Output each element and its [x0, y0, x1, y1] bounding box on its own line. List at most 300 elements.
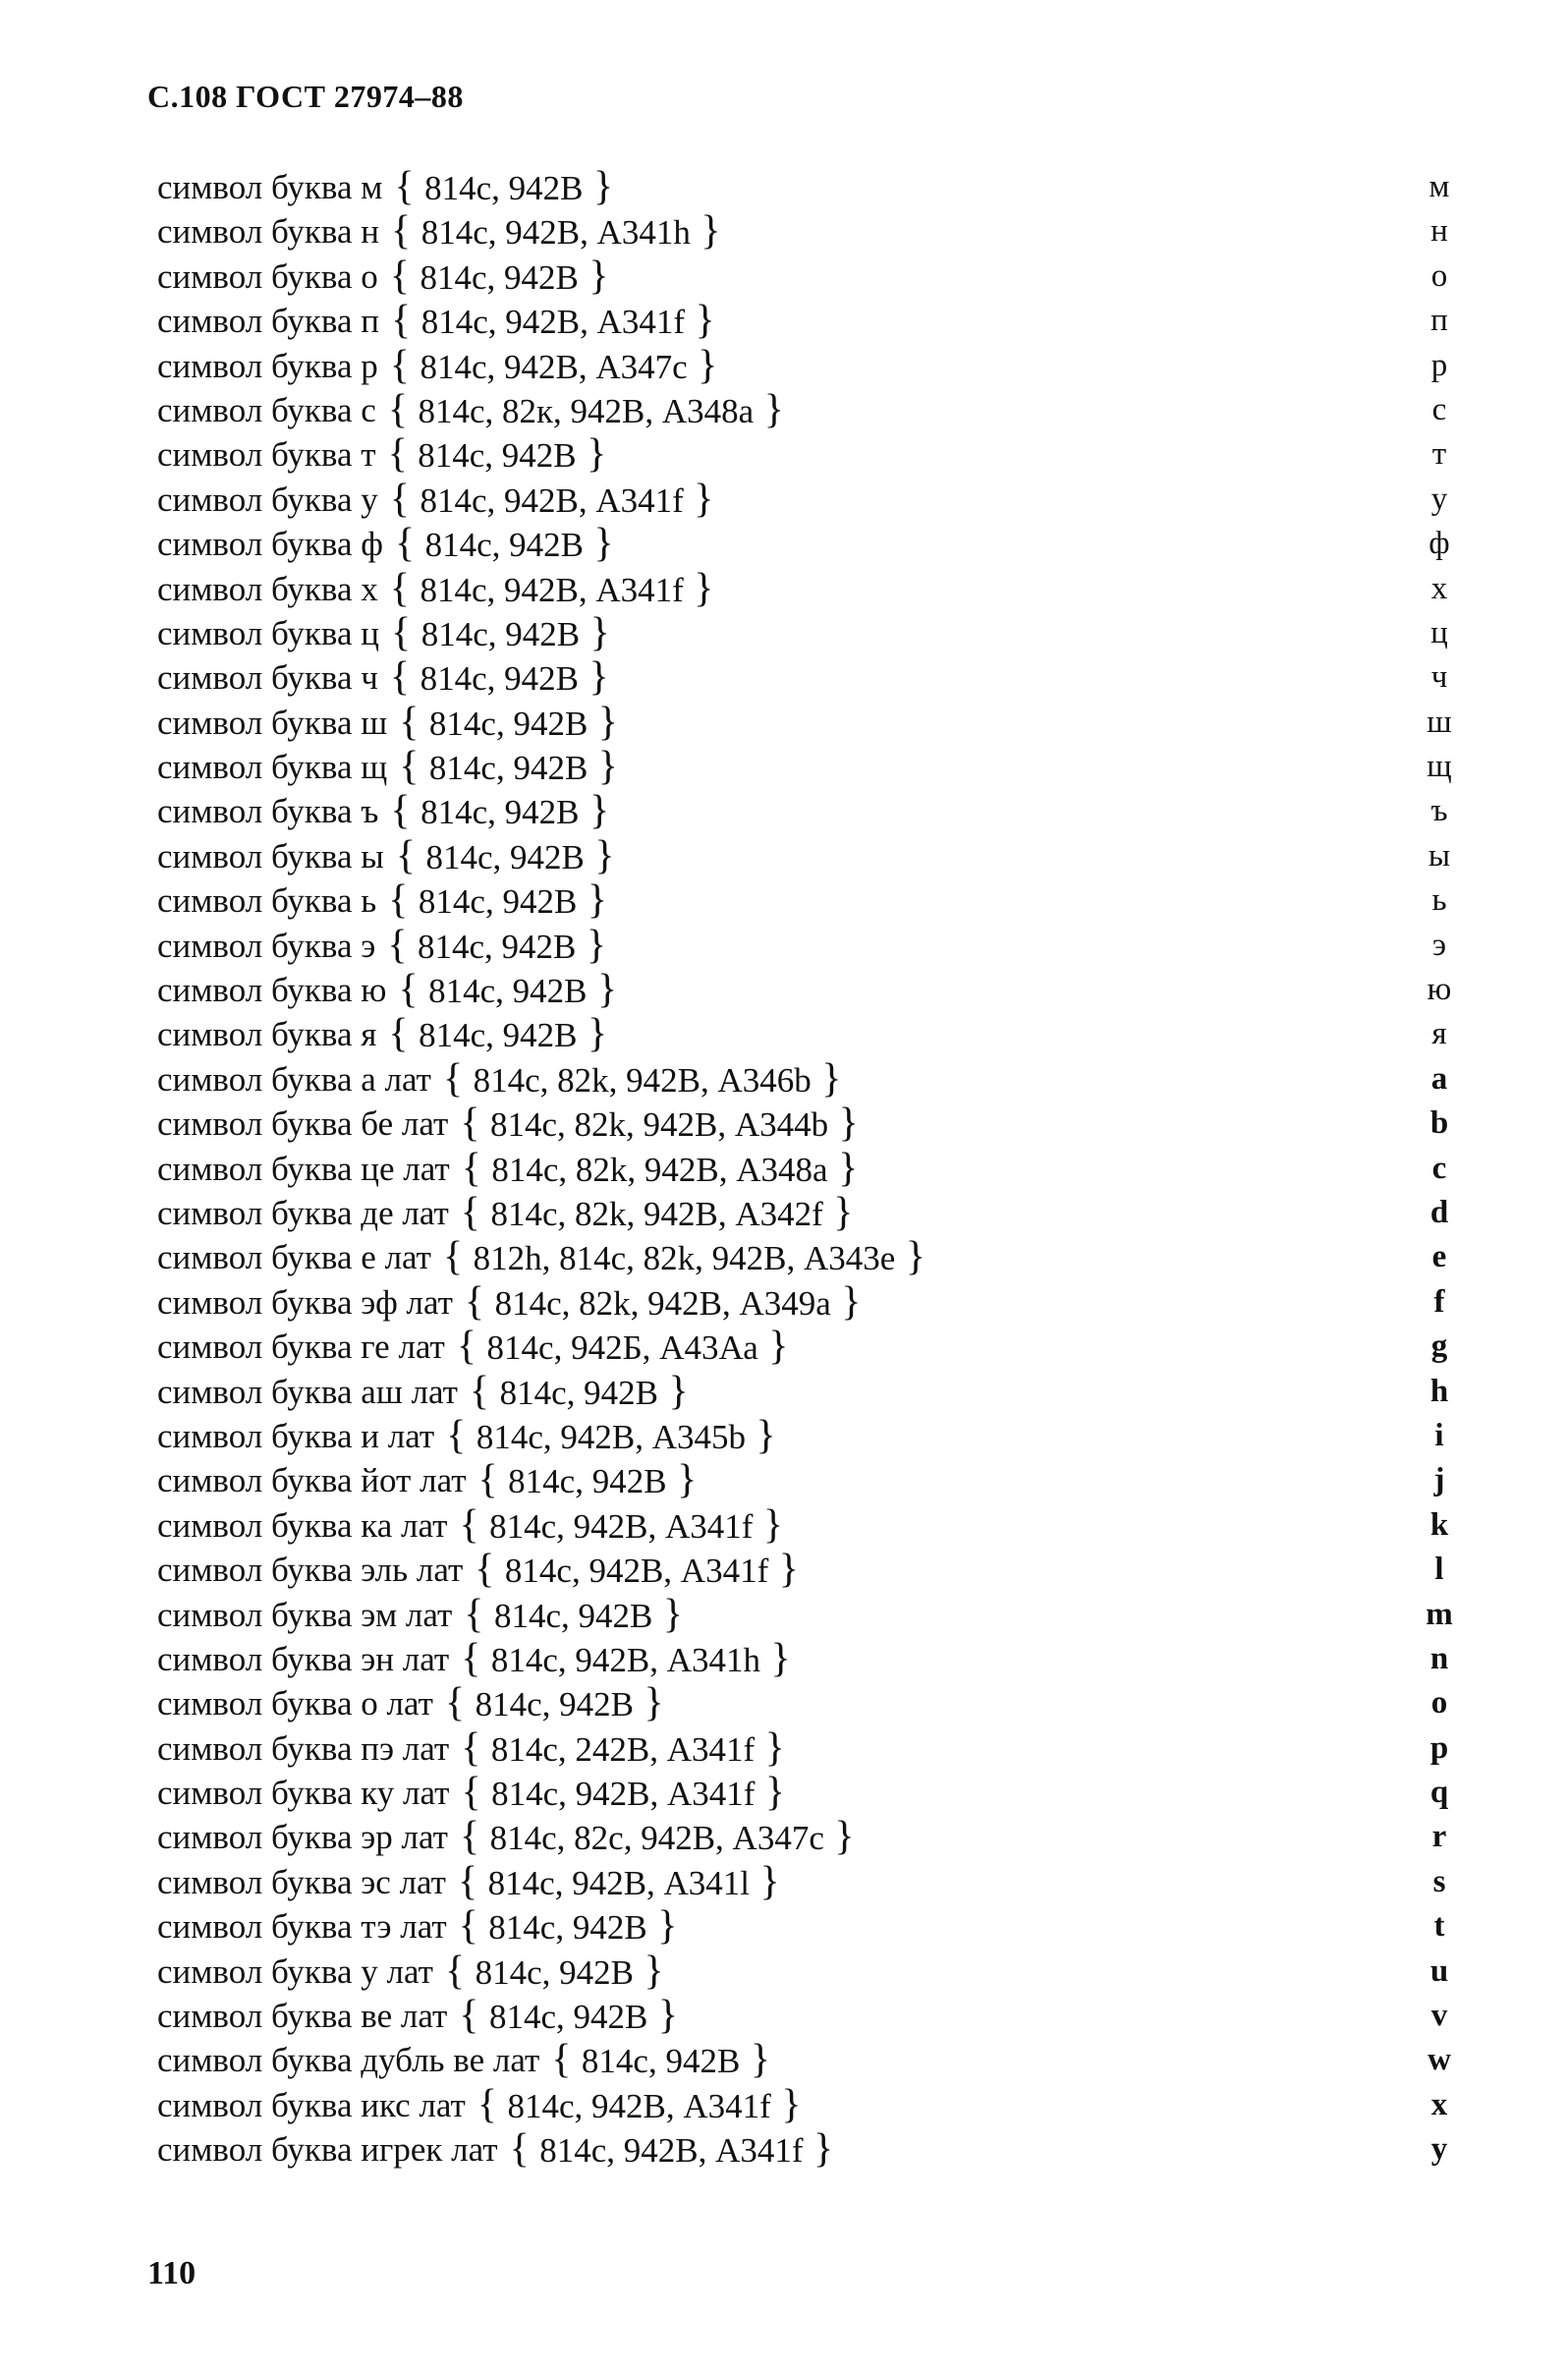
right-brace: }	[823, 1814, 855, 1860]
entry-glyph: f	[1433, 1283, 1445, 1320]
entry-glyph: s	[1432, 1863, 1446, 1899]
left-brace: {	[388, 877, 419, 924]
code-values: 814с, 942В	[581, 2042, 741, 2081]
page-header: С.108 ГОСТ 27974–88	[147, 79, 464, 114]
entry-codes	[475, 1548, 799, 1593]
code-values: 814с, 942В, А341h	[420, 213, 691, 253]
entry-codes	[459, 1503, 783, 1549]
left-brace: {	[464, 1591, 494, 1637]
entry-codes	[390, 344, 718, 389]
entry-glyph: x	[1430, 2086, 1448, 2122]
left-brace: {	[394, 164, 425, 209]
left-brace: {	[461, 1724, 491, 1771]
right-brace: }	[760, 1635, 791, 1681]
entry-codes	[395, 522, 614, 567]
left-brace: {	[461, 1770, 492, 1816]
entry-codes	[390, 567, 714, 612]
right-brace: }	[754, 386, 784, 432]
right-brace: }	[768, 1547, 799, 1593]
entry-codes	[510, 2127, 834, 2173]
right-brace: }	[750, 1858, 780, 1904]
entry-codes	[477, 2083, 802, 2128]
entry-glyph: ь	[1431, 882, 1447, 919]
code-values: 814с, 942В	[475, 1952, 634, 1992]
entry-row	[157, 788, 1448, 834]
entry-glyph: c	[1431, 1150, 1447, 1186]
code-values: 814с, 242В, А341f	[490, 1729, 756, 1769]
entry-name: символ буква э	[157, 926, 376, 965]
right-brace: }	[755, 1724, 785, 1771]
code-values: 814с, 942В	[419, 1016, 578, 1055]
code-values: 814с, 942В	[428, 749, 588, 788]
left-brace: {	[390, 788, 421, 834]
right-brace: }	[647, 1993, 679, 2039]
left-brace: {	[475, 1547, 505, 1593]
entry-codes	[394, 165, 613, 210]
entry-codes	[391, 299, 715, 344]
entry-name: символ буква ц	[157, 613, 380, 652]
entry-row	[157, 1412, 1444, 1458]
entry-name: символ буква п	[157, 302, 380, 341]
entry-row	[157, 1948, 1449, 1994]
entry-row	[157, 877, 1447, 924]
entry-glyph: я	[1431, 1016, 1447, 1052]
entry-codes	[390, 254, 609, 300]
entry-row	[157, 342, 1448, 388]
right-brace: }	[745, 1412, 776, 1458]
left-brace: {	[389, 654, 420, 701]
entry-glyph: q	[1429, 1775, 1449, 1811]
entry-name: символ буква тэ лат	[157, 1907, 447, 1947]
left-brace: {	[391, 208, 421, 254]
left-brace: {	[389, 565, 420, 611]
entry-name: символ буква бе лат	[157, 1104, 449, 1144]
entry-codes	[461, 1191, 854, 1236]
code-values: 814с, 82k, 942В, А342f	[490, 1194, 823, 1233]
entry-glyph: l	[1434, 1552, 1444, 1588]
entry-row	[157, 298, 1448, 344]
entry-codes	[478, 1458, 698, 1503]
entry-glyph: w	[1428, 2042, 1451, 2078]
entry-name: символ буква эн лат	[157, 1639, 450, 1678]
entry-glyph: ы	[1428, 837, 1451, 874]
entry-name: символ буква р	[157, 346, 378, 385]
entry-name: символ буква икс лат	[157, 2085, 466, 2124]
entry-glyph: n	[1429, 1640, 1449, 1676]
right-brace: }	[634, 1680, 664, 1726]
entry-codes	[551, 2038, 770, 2083]
code-values: 814с, 942В	[417, 927, 577, 966]
entry-glyph: р	[1430, 347, 1448, 383]
entry-glyph: ф	[1428, 526, 1450, 562]
right-brace: }	[577, 877, 607, 924]
entry-row	[157, 1145, 1447, 1191]
right-brace: }	[803, 2126, 834, 2173]
code-values: 814с, 942В	[493, 1596, 653, 1635]
entry-row	[157, 1324, 1448, 1370]
entry-name: символ буква м	[157, 168, 383, 206]
code-values: 814с, 942В, А341f	[504, 1552, 769, 1591]
entry-glyph: н	[1430, 213, 1448, 250]
left-brace: {	[444, 1948, 476, 1994]
entry-codes	[470, 1370, 689, 1415]
entry-glyph: j	[1433, 1462, 1445, 1498]
entry-glyph: a	[1430, 1060, 1448, 1097]
right-brace: }	[822, 1189, 854, 1235]
left-brace: {	[456, 1324, 487, 1370]
right-brace: }	[576, 431, 607, 478]
entry-name: символ буква эс лат	[157, 1862, 446, 1901]
code-values: 814с, 942В	[508, 1462, 667, 1501]
left-brace: {	[389, 253, 420, 299]
entry-name: символ буква о	[157, 256, 378, 296]
entry-row	[157, 1814, 1447, 1860]
code-values: 814с, 942В, А341l	[487, 1863, 751, 1902]
entry-codes	[464, 1593, 683, 1638]
code-values: 814с, 942В, А341f	[491, 1775, 756, 1814]
entry-glyph: п	[1430, 303, 1448, 339]
entry-row	[157, 1278, 1445, 1325]
entry-glyph: ш	[1427, 704, 1452, 740]
entry-row	[157, 1501, 1449, 1548]
code-values: 814с, 942В	[488, 1998, 648, 2037]
entry-name: символ буква ка лат	[157, 1505, 448, 1545]
entry-name: символ буква ь	[157, 881, 377, 921]
entry-name: символ буква пэ лат	[157, 1728, 450, 1768]
entry-row	[157, 164, 1450, 209]
entry-glyph: e	[1431, 1239, 1447, 1275]
entry-row	[157, 1903, 1445, 1949]
code-values: 814с, 82k, 942В, А348а	[491, 1150, 828, 1189]
left-brace: {	[399, 744, 429, 790]
left-brace: {	[389, 476, 420, 522]
entry-glyph: r	[1431, 1819, 1447, 1855]
entry-name: символ буква де лат	[157, 1193, 449, 1232]
entry-glyph: щ	[1427, 749, 1452, 785]
entry-row	[157, 476, 1448, 522]
left-brace: {	[387, 922, 418, 968]
entry-glyph: k	[1429, 1506, 1449, 1543]
right-brace: }	[757, 1324, 789, 1370]
entry-codes	[387, 924, 606, 969]
left-brace: {	[395, 832, 426, 878]
entry-codes	[459, 1904, 678, 1949]
entry-name: символ буква ч	[157, 658, 378, 698]
entry-row	[157, 1591, 1453, 1637]
entry-name: символ буква у лат	[157, 1951, 433, 1991]
right-brace: }	[683, 476, 714, 522]
right-brace: }	[588, 744, 618, 790]
entry-codes	[390, 478, 714, 523]
code-values: 814с, 942В, А341h	[490, 1640, 761, 1679]
entry-row	[157, 1011, 1447, 1057]
left-brace: {	[459, 1501, 490, 1548]
entry-name: символ буква ъ	[157, 792, 379, 831]
left-brace: {	[442, 1234, 474, 1280]
right-brace: }	[683, 565, 714, 611]
left-brace: {	[387, 386, 419, 432]
entry-glyph: y	[1430, 2131, 1448, 2168]
entry-glyph: i	[1434, 1417, 1444, 1453]
entry-row	[157, 1101, 1449, 1147]
entry-glyph: ю	[1427, 972, 1452, 1008]
entry-glyph: у	[1430, 480, 1448, 517]
entry-codes	[443, 1235, 925, 1280]
entry-row	[157, 744, 1452, 790]
entry-glyph: g	[1430, 1328, 1448, 1365]
code-values: 814с, 942В, А347с	[420, 347, 688, 386]
entry-codes	[461, 1637, 791, 1682]
entry-codes	[446, 1414, 776, 1459]
entry-codes	[390, 655, 609, 701]
entry-name: символ буква с	[157, 390, 376, 429]
entry-row	[157, 1993, 1448, 2039]
left-brace: {	[551, 2037, 582, 2083]
left-brace: {	[469, 1368, 500, 1414]
right-brace: }	[755, 1770, 786, 1816]
entry-codes	[391, 611, 610, 656]
entry-row	[157, 521, 1450, 567]
entry-codes	[388, 388, 784, 433]
left-brace: {	[388, 1011, 420, 1057]
entry-codes	[388, 1012, 607, 1057]
entry-glyph: ъ	[1430, 793, 1448, 829]
entry-name: символ буква у	[157, 480, 378, 519]
code-values: 814с, 942В, А341f	[420, 303, 685, 342]
code-values: 814с, 82k, 942В, А346b	[473, 1060, 812, 1100]
entry-codes	[460, 1102, 859, 1147]
entry-glyph: d	[1429, 1194, 1449, 1230]
entry-glyph: ч	[1430, 659, 1448, 696]
entry-glyph: t	[1433, 1908, 1445, 1945]
right-brace: }	[634, 1948, 664, 1994]
code-values: 814с, 942В	[420, 793, 580, 832]
entry-name: символ буква х	[157, 569, 378, 608]
entry-row	[157, 1189, 1449, 1235]
entry-codes	[458, 1860, 780, 1905]
entry-codes	[445, 1949, 664, 1995]
entry-name: символ буква щ	[157, 748, 388, 787]
code-values: 814с, 942В	[488, 1908, 647, 1948]
entry-row	[157, 1858, 1446, 1904]
entry-row	[157, 1234, 1447, 1280]
left-brace: {	[394, 521, 425, 567]
right-brace: }	[830, 1278, 862, 1325]
left-brace: {	[476, 2081, 508, 2127]
left-brace: {	[461, 1635, 491, 1681]
entry-name: символ буква ку лат	[157, 1774, 450, 1813]
entry-name: символ буква а лат	[157, 1059, 431, 1099]
code-values: 814с, 942В	[420, 257, 579, 297]
entry-codes	[465, 1280, 862, 1326]
entry-row	[157, 1055, 1448, 1102]
entry-glyph: p	[1429, 1729, 1449, 1766]
left-brace: {	[442, 1055, 474, 1102]
entry-row	[157, 2037, 1451, 2083]
page-number: 110	[147, 2255, 196, 2291]
entry-codes	[399, 745, 618, 790]
entry-name: символ буква игрек лат	[157, 2130, 498, 2170]
code-values: 814с, 942В	[428, 972, 588, 1011]
code-values: 814с, 942В	[424, 526, 585, 565]
entry-glyph: v	[1430, 1998, 1448, 2034]
right-brace: }	[770, 2081, 802, 2127]
right-brace: }	[584, 521, 614, 567]
code-values: 814с, 942В	[420, 614, 581, 653]
code-values: 814с, 942В	[424, 169, 584, 207]
left-brace: {	[459, 1993, 489, 2039]
entry-codes	[445, 1681, 664, 1726]
code-values: 814с, 942В, А341f	[420, 570, 684, 609]
left-brace: {	[477, 1457, 509, 1503]
entry-glyph: о	[1430, 257, 1448, 294]
right-brace: }	[578, 253, 609, 299]
code-values: 814с, 82k, 942В, А349а	[494, 1283, 831, 1323]
entry-row	[157, 565, 1448, 611]
entry-name: символ буква ве лат	[157, 1997, 448, 2036]
code-values: 814с, 82k, 942В, А344b	[489, 1105, 829, 1145]
right-brace: }	[583, 164, 614, 209]
entry-row	[157, 2126, 1448, 2173]
entry-row	[157, 1770, 1449, 1816]
left-brace: {	[460, 1189, 491, 1235]
left-brace: {	[399, 699, 429, 745]
entry-codes	[398, 968, 617, 1013]
entry-glyph: b	[1429, 1105, 1449, 1142]
code-values: 814с, 942В	[418, 436, 577, 476]
entry-name: символ буква н	[157, 212, 380, 252]
code-values: 812h, 814с, 82k, 942В, А343е	[473, 1239, 896, 1278]
code-values: 814с, 942В, А341f	[489, 1506, 754, 1546]
left-brace: {	[446, 1412, 476, 1458]
entry-glyph: m	[1426, 1596, 1453, 1632]
entry-row	[157, 2081, 1448, 2127]
entry-name: символ буква о лат	[157, 1684, 433, 1723]
entry-row	[157, 1724, 1449, 1771]
left-brace: {	[389, 342, 420, 388]
entry-glyph: u	[1429, 1952, 1449, 1989]
entry-row	[157, 1368, 1449, 1414]
right-brace: }	[740, 2037, 770, 2083]
right-brace: }	[646, 1903, 678, 1949]
left-brace: {	[458, 1903, 489, 1949]
entry-glyph: э	[1431, 927, 1447, 963]
right-brace: }	[577, 1011, 608, 1057]
right-brace: }	[828, 1101, 859, 1147]
right-brace: }	[576, 922, 607, 968]
left-brace: {	[461, 1145, 492, 1191]
entry-name: символ буква эль лат	[157, 1551, 464, 1590]
right-brace: }	[584, 832, 615, 878]
entry-row	[157, 253, 1448, 299]
code-values: 814с, 942В, А341f	[539, 2131, 804, 2171]
code-values: 814с, 942В	[420, 659, 579, 699]
entry-codes	[390, 789, 609, 834]
left-brace: {	[457, 1858, 488, 1904]
entry-glyph: т	[1431, 436, 1447, 473]
entry-codes	[460, 1815, 855, 1860]
entry-name: символ буква ш	[157, 703, 388, 742]
code-values: 814с, 942В, А341f	[507, 2086, 771, 2125]
entry-name: символ буква йот лат	[157, 1461, 467, 1500]
right-brace: }	[685, 298, 715, 344]
entry-row	[157, 1457, 1445, 1503]
right-brace: }	[652, 1591, 684, 1637]
left-brace: {	[464, 1278, 495, 1325]
entry-row	[157, 431, 1447, 478]
entry-name: символ буква ф	[157, 525, 383, 564]
entry-name: символ буква це лат	[157, 1149, 450, 1188]
entry-list	[157, 164, 1453, 2173]
entry-row	[157, 1635, 1449, 1681]
entry-row	[157, 1680, 1448, 1726]
code-values: 814с, 942Б, А43Аа	[486, 1328, 758, 1368]
code-values: 814с, 942В	[418, 882, 578, 922]
entry-codes	[461, 1726, 785, 1772]
code-values: 814с, 942В, А341f	[420, 480, 684, 520]
code-values: 814с, 942В	[499, 1373, 658, 1412]
entry-row	[157, 654, 1448, 701]
code-values: 814с, 942В	[428, 704, 588, 743]
entry-codes	[462, 1147, 859, 1192]
entry-row	[157, 967, 1452, 1013]
left-brace: {	[444, 1680, 476, 1726]
entry-glyph: х	[1430, 570, 1448, 606]
left-brace: {	[387, 431, 419, 478]
entry-codes	[396, 834, 615, 879]
entry-row	[157, 922, 1447, 968]
right-brace: }	[753, 1501, 784, 1548]
entry-name: символ буква ы	[157, 836, 384, 876]
entry-glyph: с	[1431, 391, 1447, 427]
entry-codes	[388, 432, 607, 478]
code-values: 814с, 82к, 942В, А348а	[418, 391, 755, 430]
entry-row	[157, 609, 1448, 655]
entry-codes	[443, 1057, 842, 1102]
code-values: 814с, 942В	[475, 1685, 634, 1724]
entry-name: символ буква ге лат	[157, 1328, 445, 1367]
entry-glyph: ц	[1430, 614, 1448, 650]
right-brace: }	[657, 1368, 689, 1414]
entry-name: символ буква т	[157, 435, 376, 475]
right-brace: }	[579, 788, 610, 834]
right-brace: }	[580, 609, 610, 655]
entry-row	[157, 1547, 1444, 1593]
entry-glyph: м	[1428, 169, 1450, 204]
entry-name: символ буква дубль ве лат	[157, 2041, 540, 2080]
entry-codes	[461, 1771, 785, 1816]
entry-row	[157, 699, 1452, 745]
left-brace: {	[391, 609, 421, 655]
entry-glyph: h	[1429, 1373, 1449, 1409]
right-brace: }	[588, 699, 618, 745]
entry-name: символ буква аш лат	[157, 1372, 458, 1411]
left-brace: {	[460, 1101, 490, 1147]
right-brace: }	[587, 967, 618, 1013]
entry-row	[157, 832, 1451, 878]
left-brace: {	[391, 298, 421, 344]
right-brace: }	[687, 342, 718, 388]
code-values: 814с, 942В, А345b	[476, 1417, 746, 1456]
code-values: 814с, 82с, 942В, А347с	[489, 1819, 824, 1858]
left-brace: {	[459, 1814, 490, 1860]
entry-name: символ буква эр лат	[157, 1818, 448, 1857]
entry-codes	[388, 878, 607, 924]
entry-row	[157, 208, 1448, 254]
right-brace: }	[827, 1145, 859, 1191]
entry-name: символ буква ю	[157, 971, 387, 1010]
entry-name: символ буква эм лат	[157, 1595, 453, 1634]
